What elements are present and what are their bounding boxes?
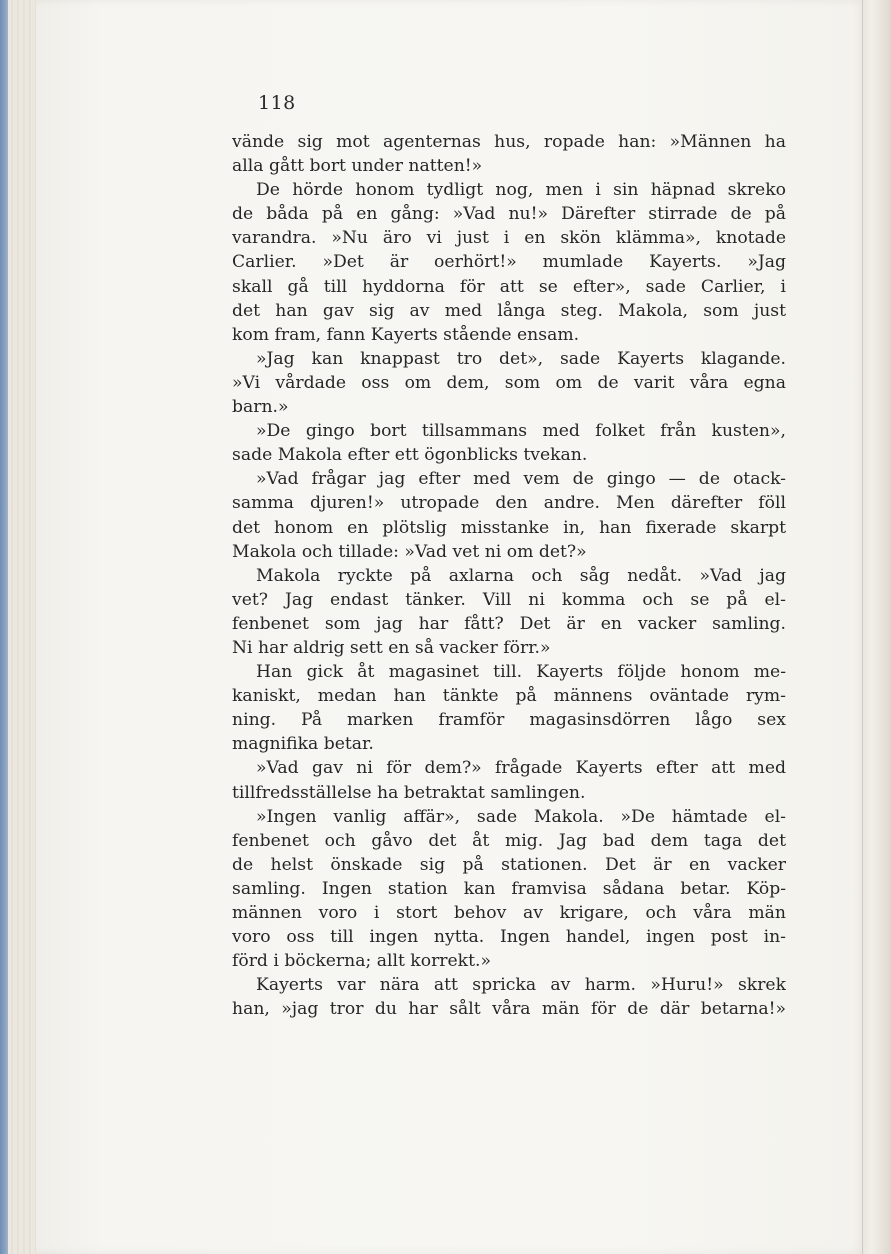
text-line: varandra. »Nu äro vi just i en skön klämma», knotade [232,228,786,249]
text-line: »Vad gav ni för dem?» frågade Kayerts efter att med [256,758,786,779]
text-line: ning. På marken framför magasinsdörren lågo sex [232,710,786,731]
text-line: kom fram, fann Kayerts stående ensam. [232,324,580,345]
text-line: samma djuren!» utropade den andre. Men därefter föll [232,493,786,514]
text-line: Han gick åt magasinet till. Kayerts följde honom me- [256,662,786,683]
text-line: Makola ryckte på axlarna och såg nedåt. »Vad jag [256,565,786,586]
text-line: barn.» [232,397,289,418]
text-line: fenbenet och gåvo det åt mig. Jag bad dem taga det [232,830,786,851]
text-line: Makola och tillade: »Vad vet ni om det?» [232,541,587,562]
text-line: skall gå till hyddorna för att se efter», sade Carlier, i [232,276,786,297]
text-line: alla gått bort under natten!» [232,156,483,177]
text-line: han, »jag tror du har sålt våra män för de där betarna!» [232,999,786,1020]
text-line: kaniskt, medan han tänkte på männens oväntade rym- [232,686,786,707]
text-line: det han gav sig av med långa steg. Makola, som just [232,300,786,321]
page-stack-right [862,0,891,1254]
text-line: Ni har aldrig sett en så vacker förr.» [232,637,551,658]
text-line: Kayerts var nära att spricka av harm. »Huru!» skrek [256,975,786,996]
text-line: »Jag kan knappast tro det», sade Kayerts klagande. [256,348,786,369]
text-line: vände sig mot agenternas hus, ropade han: »Männen ha [232,132,786,152]
text-line: fenbenet som jag har fått? Det är en vacker samling. [232,613,786,634]
text-line: samling. Ingen station kan framvisa sådana betar. Köp- [232,878,786,899]
text-line: de båda på en gång: »Vad nu!» Därefter stirrade de på [232,204,786,225]
text-line: vet? Jag endast tänker. Vill ni komma och se på el- [232,589,786,610]
text-line: »De gingo bort tillsammans med folket från kusten», [256,421,786,442]
text-line: »Vi vårdade oss om dem, som om de varit våra egna [232,372,786,393]
text-line: sade Makola efter ett ögonblicks tvekan. [232,445,588,466]
text-line: »Ingen vanlig affär», sade Makola. »De hämtade el- [256,806,786,827]
text-line: De hörde honom tydligt nog, men i sin häpnad skreko [256,180,786,201]
text-line: förd i böckerna; allt korrekt.» [232,951,491,972]
page-number: 118 [258,92,296,114]
text-line: voro oss till ingen nytta. Ingen handel, ingen post in- [232,927,786,948]
text-line: »Vad frågar jag efter med vem de gingo — de otack- [256,469,786,490]
text-line: magnifika betar. [232,734,374,755]
body-text [232,130,786,1021]
text-line: det honom en plötslig misstanke in, han fixerade skarpt [232,517,786,538]
text-line: männen voro i stort behov av krigare, och våra män [232,903,786,923]
text-line: de helst önskade sig på stationen. Det är en vacker [232,854,786,875]
text-line: tillfredsställelse ha betraktat samlingen. [232,782,586,803]
text-line: Carlier. »Det är oerhört!» mumlade Kayerts. »Jag [232,252,786,273]
